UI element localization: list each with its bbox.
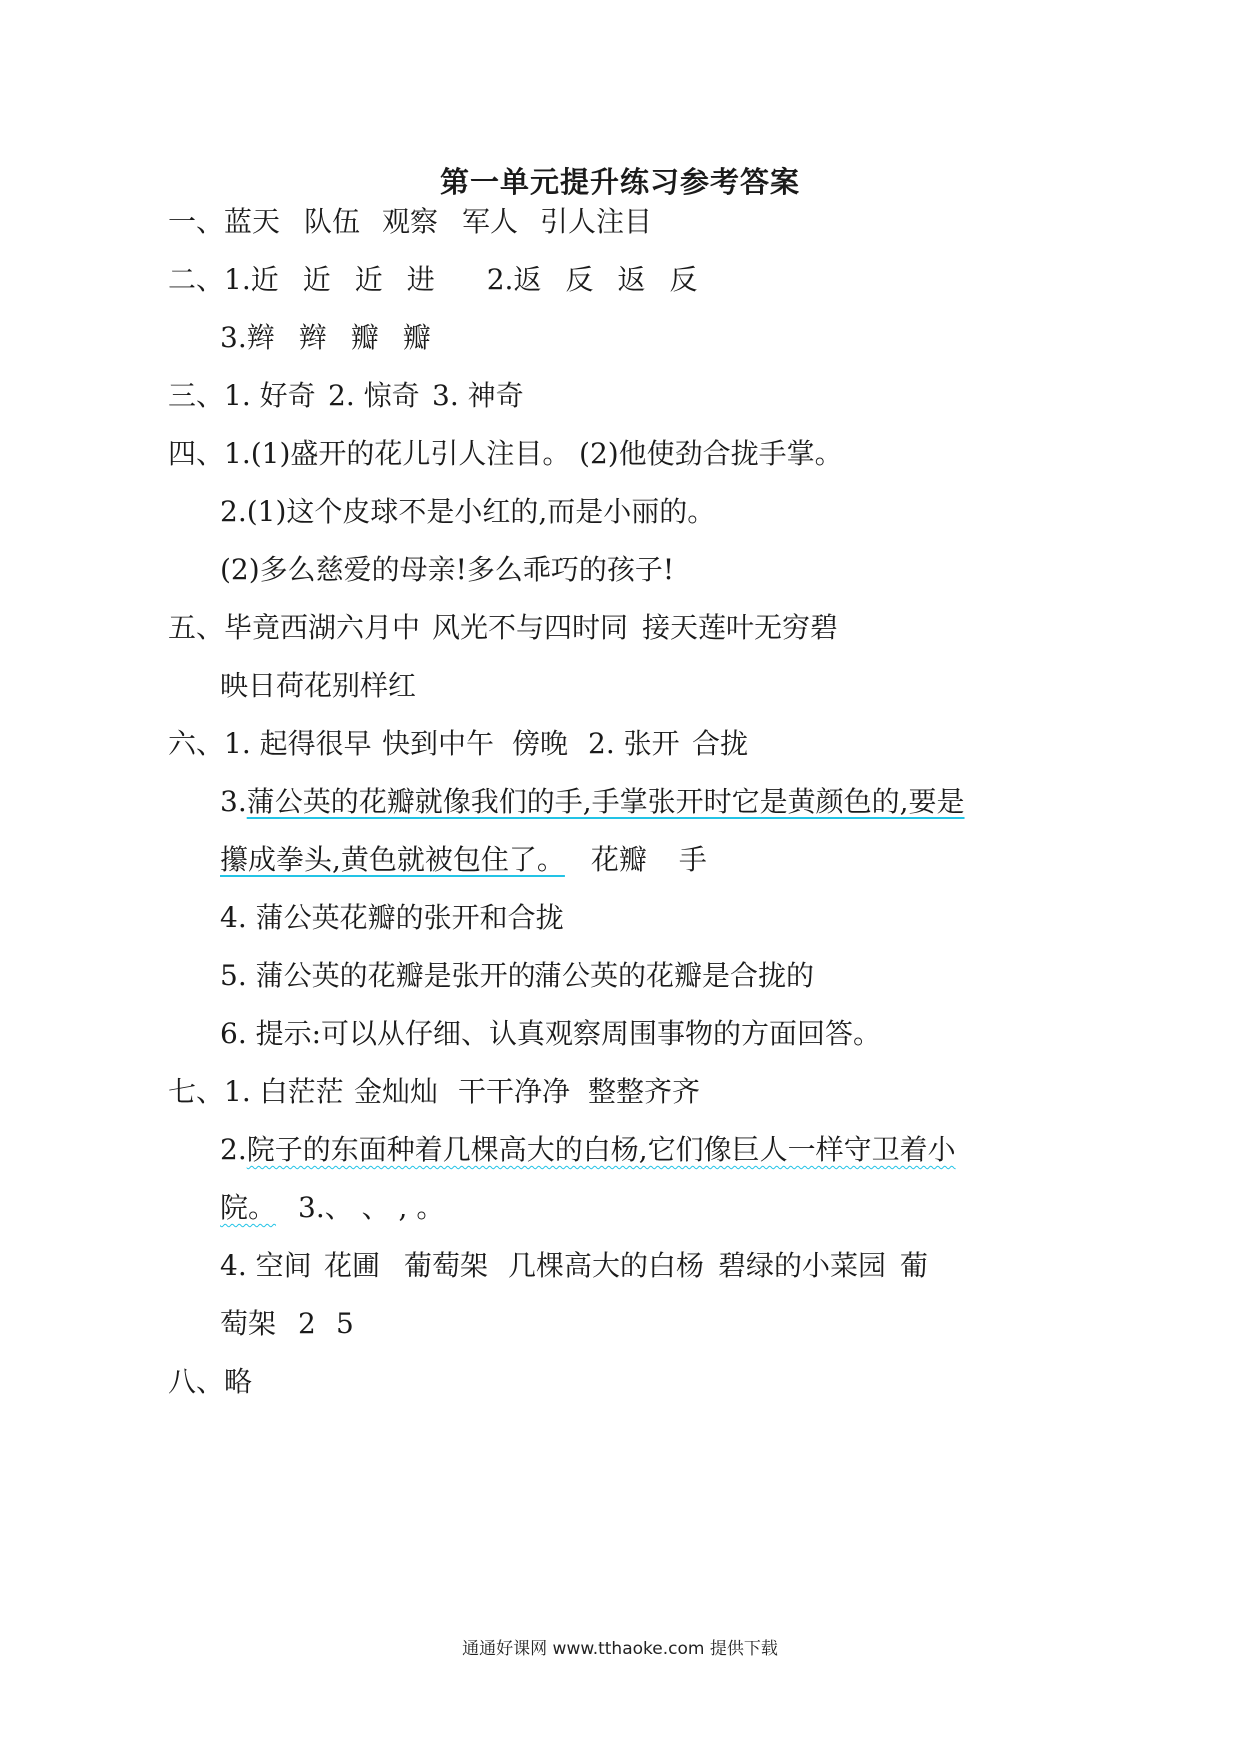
section-4-line-3: (2)多么慈爱的母亲!多么乖巧的孩子! [220, 553, 675, 586]
item-number: 3. [220, 321, 247, 354]
item-number: 2. [220, 1133, 247, 1166]
section-4-line-1 [168, 434, 843, 474]
answer-number: 5 [336, 1307, 354, 1340]
answer-word: 1. 起得很早 [224, 727, 372, 760]
section-label: 六、 [168, 727, 225, 760]
answer-word: 傍晚 [512, 727, 569, 760]
answer-word: 干干净净 [458, 1075, 571, 1108]
answer-sentence: 1.(1)盛开的花儿引人注目。 [224, 437, 571, 470]
poem-line: 接天莲叶无穷碧 [642, 611, 839, 644]
section-2-line-1 [168, 260, 697, 300]
answer-char: 进 [406, 263, 435, 296]
answer-word: 葡萄架 [404, 1249, 489, 1282]
section-1-line [168, 202, 652, 242]
footer-source: 通通好课网 www.tthaoke.com 提供下载 [462, 1639, 778, 1659]
item-number: 1. [224, 263, 251, 296]
section-4-line-2: 2.(1)这个皮球不是小红的,而是小丽的。 [220, 495, 716, 528]
answer-char: 近 [354, 263, 383, 296]
answer-word: 葡 [900, 1249, 929, 1282]
answer-sentence: (2)他使劲合拢手掌。 [579, 437, 843, 470]
section-8-line [168, 1362, 252, 1402]
answer-number: 2 [298, 1307, 316, 1340]
answer-word: 蓝天 [224, 205, 281, 238]
answer-word: 萄架 [220, 1307, 277, 1340]
section-label: 七、 [168, 1075, 225, 1108]
answer-word: 军人 [462, 205, 519, 238]
answer-word: 观察 [382, 205, 439, 238]
section-label: 三、 [168, 379, 225, 412]
underlined-sentence: 蒲公英的花瓣就像我们的手,手掌张开时它是黄颜色的,要是 [246, 785, 965, 818]
answer-word: 略 [224, 1365, 253, 1398]
answer-sentence: 蒲公英的花瓣是合拢的 [534, 959, 815, 992]
poem-line: 风光不与四时同 [432, 611, 629, 644]
section-label: 二、 [168, 263, 225, 296]
section-3-line [168, 376, 524, 416]
answer-sentence: 5. 蒲公英的花瓣是张开的 [220, 959, 536, 992]
answer-char: 瓣 [402, 321, 431, 354]
section-6-line-1 [168, 724, 748, 764]
answer-char: 反 [565, 263, 594, 296]
underlined-sentence: 攥成拳头,黄色就被包住了。 [220, 843, 565, 876]
section-6-line-3 [220, 840, 707, 880]
section-label: 一、 [168, 205, 225, 238]
section-7-line-5 [220, 1304, 354, 1344]
answer-word: 2. 张开 [588, 727, 680, 760]
section-6-line-2 [220, 782, 965, 822]
section-2-line-2 [220, 318, 431, 358]
section-7-line-1 [168, 1072, 700, 1112]
answer-char: 返 [617, 263, 646, 296]
answer-word: 快到中午 [382, 727, 495, 760]
answer-word: 队伍 [304, 205, 361, 238]
answer-word: 引人注目 [540, 205, 653, 238]
answer-char: 辫 [246, 321, 275, 354]
answer-char: 瓣 [350, 321, 379, 354]
punctuation-answer: 3.、 、 , 。 [298, 1191, 445, 1224]
answer-word: 合拢 [692, 727, 749, 760]
section-5-line-2: 映日荷花别样红 [220, 669, 417, 702]
page-title: 第一单元提升练习参考答案 [439, 165, 800, 199]
answer-word: 4. 空间 [220, 1249, 312, 1282]
answer-char: 返 [513, 263, 542, 296]
section-5-line-1 [168, 608, 838, 648]
answer-word: 花圃 [324, 1249, 381, 1282]
answer-word: 碧绿的小菜园 [718, 1249, 887, 1282]
section-6-line-6: 6. 提示:可以从仔细、认真观察周围事物的方面回答。 [220, 1017, 882, 1050]
answer-word: 整整齐齐 [588, 1075, 701, 1108]
section-label: 四、 [168, 437, 225, 470]
item-number: 2. [486, 263, 514, 296]
section-7-line-4 [220, 1246, 928, 1286]
section-7-line-2 [220, 1130, 956, 1170]
answer-word: 1. 好奇 [224, 379, 316, 412]
answer-char: 近 [302, 263, 331, 296]
answer-word: 花瓣 [590, 843, 647, 876]
answer-word: 几棵高大的白杨 [508, 1249, 705, 1282]
answer-word: 金灿灿 [354, 1075, 439, 1108]
item-number: 3. [220, 785, 247, 818]
section-label: 五、 [168, 611, 225, 644]
poem-line: 毕竟西湖六月中 [224, 611, 421, 644]
underlined-sentence: 院子的东面种着几棵高大的白杨,它们像巨人一样守卫着小 [246, 1133, 956, 1166]
answer-word: 1. 白茫茫 [224, 1075, 344, 1108]
section-6-line-5 [220, 956, 814, 996]
section-label: 八、 [168, 1365, 225, 1398]
section-6-line-4: 4. 蒲公英花瓣的张开和合拢 [220, 901, 564, 934]
underlined-sentence: 院。 [220, 1191, 277, 1224]
section-7-line-3 [220, 1188, 444, 1228]
answer-char: 反 [669, 263, 698, 296]
answer-char: 辫 [298, 321, 327, 354]
answer-word: 手 [678, 843, 707, 876]
answer-char: 近 [250, 263, 279, 296]
answer-word: 2. 惊奇 [328, 379, 420, 412]
answer-word: 3. 神奇 [432, 379, 524, 412]
